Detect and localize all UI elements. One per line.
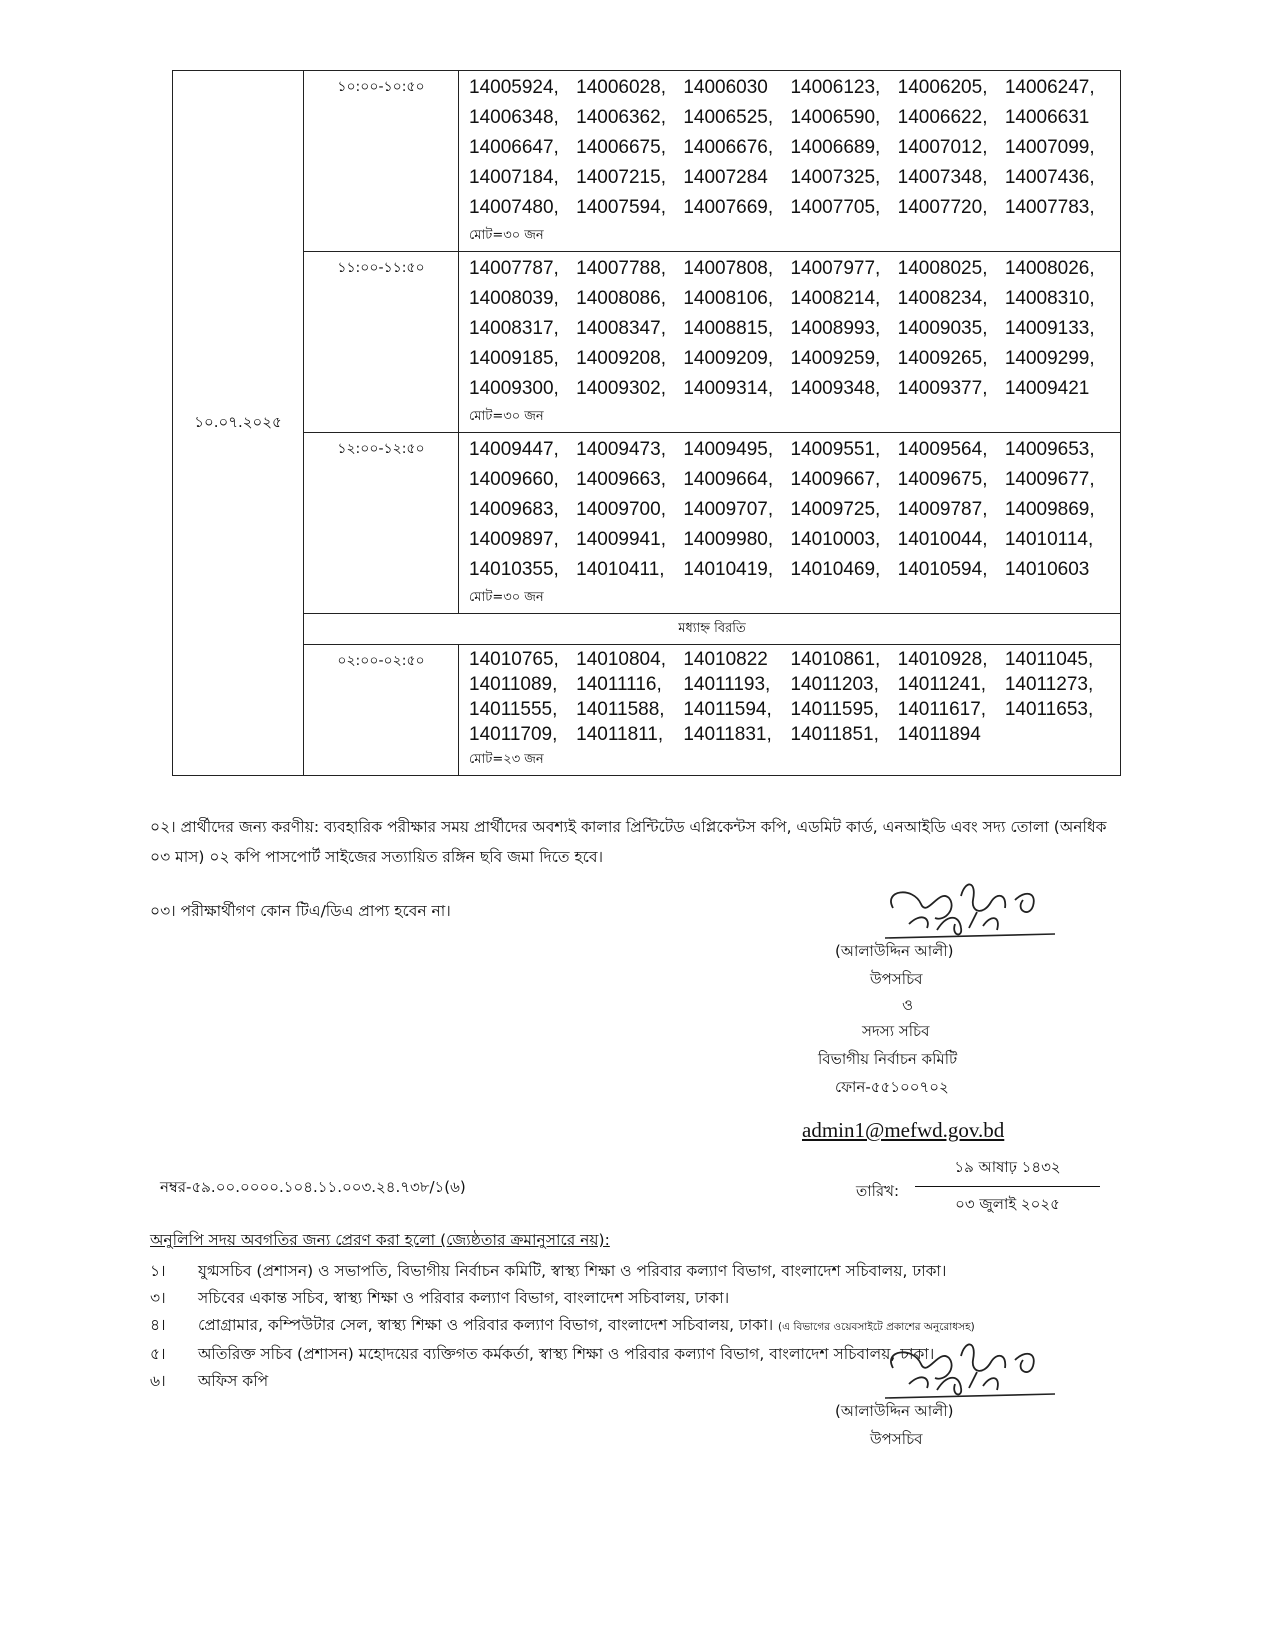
- roll-number: 14007788,: [576, 258, 666, 279]
- list-number: ৪।: [150, 1316, 166, 1334]
- roll-number: 14009869,: [1004, 499, 1095, 520]
- roll-number: 14010044,: [897, 529, 988, 550]
- roll-number: 14010594,: [897, 559, 988, 580]
- roll-number: 14009133,: [1004, 318, 1095, 339]
- signatory-designation: উপসচিব: [870, 1430, 923, 1448]
- roll-number: 14006675,: [576, 137, 666, 158]
- roll-list: [459, 252, 1121, 433]
- list-text-main: প্রোগ্রামার, কম্পিউটার সেল, স্বাস্থ্য শিক্ষা ও পরিবার কল্যাণ বিভাগ, বাংলাদেশ সচিবালয়, ঢাকা।: [198, 1316, 774, 1334]
- roll-number: 14010765,: [469, 649, 559, 670]
- roll-number: 14009495,: [683, 439, 774, 460]
- roll-number: 14011594,: [683, 699, 772, 720]
- roll-number: 14006362,: [576, 107, 666, 128]
- roll-number: 14011811,: [576, 724, 664, 745]
- roll-number: 14011203,: [790, 674, 879, 695]
- roll-number: 14009209,: [683, 348, 774, 369]
- roll-number: 14008026,: [1004, 258, 1095, 279]
- roll-number: 14005924,: [469, 77, 559, 98]
- list-text: যুগ্মসচিব (প্রশাসন) ও সভাপতি, বিভাগীয় নির্বাচন কমিটি, স্বাস্থ্য শিক্ষা ও পরিবার কল্যাণ বিভাগ, বাংলাদেশ সচিবালয়, ঢাকা।: [198, 1262, 947, 1280]
- roll-number: 14007720,: [897, 197, 988, 218]
- roll-number: 14010469,: [790, 559, 881, 580]
- roll-number: 14011831,: [683, 724, 772, 745]
- roll-number: 14009941,: [576, 529, 666, 550]
- roll-number: 14006205,: [897, 77, 988, 98]
- signatory-name: (আলাউদ্দিন আলী): [835, 1402, 954, 1420]
- roll-number: 14008039,: [469, 288, 559, 309]
- roll-number: 14007012,: [897, 137, 988, 158]
- roll-number: 14007348,: [897, 167, 988, 188]
- roll-grid: [469, 435, 1112, 585]
- roll-number: 14011116,: [576, 674, 662, 695]
- list-number: ৬।: [150, 1372, 166, 1390]
- roll-number: 14009314,: [683, 378, 774, 399]
- roll-number: 14009208,: [576, 348, 666, 369]
- roll-number: 14009348,: [790, 378, 881, 399]
- roll-number: 14009664,: [683, 469, 774, 490]
- roll-number: 14009421: [1004, 378, 1090, 399]
- roll-number: 14008025,: [897, 258, 988, 279]
- table-row: [173, 433, 1121, 614]
- roll-number: 14006689,: [790, 137, 881, 158]
- roll-number: 14009564,: [897, 439, 988, 460]
- list-number: ১।: [150, 1262, 166, 1280]
- roll-number: 14011653,: [1004, 699, 1094, 720]
- roll-number: 14009980,: [683, 529, 774, 550]
- table-row: [173, 71, 1121, 252]
- signatory-phone: ফোন-৫৫১০০৭০২: [835, 1078, 949, 1096]
- roll-number: 14009377,: [897, 378, 988, 399]
- roll-number: 14010355,: [469, 559, 559, 580]
- table-row: [173, 614, 1121, 645]
- memo-number: নম্বর-৫৯.০০.০০০০.১০৪.১১.০০৩.২৪.৭৩৮/১(৬): [160, 1178, 466, 1196]
- time-slot: ১১:০০-১১:৫০: [304, 252, 459, 433]
- roll-number: 14009299,: [1004, 348, 1095, 369]
- exam-date: ১০.০৭.২০২৫: [173, 71, 304, 776]
- lunch-break: মধ্যাহ্ন বিরতি: [304, 614, 1121, 645]
- roll-number: 14011709,: [469, 724, 558, 745]
- roll-number: 14010928,: [897, 649, 988, 670]
- roll-list: [459, 645, 1121, 776]
- time-slot: ১০:০০-১০:৫০: [304, 71, 459, 252]
- roll-number: 14009185,: [469, 348, 559, 369]
- roll-number: 14006525,: [683, 107, 774, 128]
- roll-number: 14009551,: [790, 439, 881, 460]
- table-row: [173, 645, 1121, 776]
- roll-number: 14010822: [683, 649, 768, 670]
- roll-number: 14009787,: [897, 499, 988, 520]
- roll-number: 14011089,: [469, 674, 558, 695]
- roll-number: 14008310,: [1004, 288, 1095, 309]
- list-number: ৫।: [150, 1345, 166, 1363]
- roll-number: 14007594,: [576, 197, 666, 218]
- roll-number: 14011555,: [469, 699, 558, 720]
- roll-number: 14011617,: [897, 699, 987, 720]
- roll-number: 14007284: [683, 167, 768, 188]
- roll-number: 14008086,: [576, 288, 666, 309]
- roll-number: 14006622,: [897, 107, 988, 128]
- roll-grid: [469, 73, 1112, 223]
- date-divider: [915, 1186, 1100, 1187]
- roll-number: 14007977,: [790, 258, 881, 279]
- roll-number: 14007325,: [790, 167, 881, 188]
- roll-number: 14009447,: [469, 439, 559, 460]
- roll-number: 14007480,: [469, 197, 559, 218]
- signatory-name: (আলাউদ্দিন আলী): [835, 942, 954, 960]
- roll-number: 14011241,: [897, 674, 987, 695]
- roll-number: 14007184,: [469, 167, 559, 188]
- roll-number: 14009473,: [576, 439, 666, 460]
- roll-number: 14008106,: [683, 288, 774, 309]
- list-text: সচিবের একান্ত সচিব, স্বাস্থ্য শিক্ষা ও পরিবার কল্যাণ বিভাগ, বাংলাদেশ সচিবালয়, ঢাকা।: [198, 1289, 730, 1307]
- date-label: তারিখ:: [856, 1182, 900, 1200]
- slot-total: মোট=৩০ জন: [469, 590, 544, 605]
- roll-number: 14009265,: [897, 348, 988, 369]
- roll-number: 14010603: [1004, 559, 1090, 580]
- roll-number: 14009683,: [469, 499, 559, 520]
- roll-number: 14006631: [1004, 107, 1090, 128]
- instruction-paragraph-2: ০২। প্রার্থীদের জন্য করণীয়: ব্যবহারিক পরীক্ষার সময় প্রার্থীদের অবশ্যই কালার প্রিন্টিটেড এপ্লিকেন্টস কপি, এডমিট কার্ড, এনআইডি এবং সদ্য তোলা (অনধিক ০৩ মাস) ০২ কপি পাসপোর্ট সাইজের সত্যায়িত রঙ্গিন ছবি জমা দিতে হবে।: [150, 818, 1107, 866]
- list-item: [150, 1258, 1130, 1285]
- slot-total: মোট=৩০ জন: [469, 228, 544, 243]
- roll-number: 14011273,: [1004, 674, 1094, 695]
- copies-heading: অনুলিপি সদয় অবগতির জন্য প্রেরণ করা হলো (জ্যেষ্ঠতার ক্রমানুসারে নয়):: [150, 1231, 610, 1249]
- slot-total: মোট=২৩ জন: [469, 752, 544, 767]
- roll-number: 14009259,: [790, 348, 881, 369]
- exam-schedule-table: [172, 70, 1121, 776]
- roll-number: 14010861,: [790, 649, 881, 670]
- roll-number: 14008214,: [790, 288, 881, 309]
- roll-number: 14007215,: [576, 167, 666, 188]
- roll-number: 14009653,: [1004, 439, 1095, 460]
- table-row: [173, 252, 1121, 433]
- roll-number: 14010114,: [1004, 529, 1094, 550]
- roll-grid: [469, 254, 1112, 404]
- roll-number: 14009725,: [790, 499, 881, 520]
- date-english: ০৩ জুলাই ২০২৫: [955, 1195, 1060, 1213]
- roll-number: 14011193,: [683, 674, 771, 695]
- time-slot: ১২:০০-১২:৫০: [304, 433, 459, 614]
- roll-number: 14006030: [683, 77, 768, 98]
- roll-number: 14007787,: [469, 258, 559, 279]
- roll-number: 14011894: [897, 724, 981, 745]
- time-slot: ০২:০০-০২:৫০: [304, 645, 459, 776]
- roll-number: 14007705,: [790, 197, 881, 218]
- list-note: (এ বিভাগের ওয়েবসাইটে প্রকাশের অনুরোধসহ): [778, 1321, 975, 1333]
- roll-number: 14006348,: [469, 107, 559, 128]
- roll-number: 14010804,: [576, 649, 666, 670]
- roll-number: 14009663,: [576, 469, 666, 490]
- signature-and: ও: [902, 996, 914, 1014]
- instruction-paragraph-3: ০৩। পরীক্ষার্থীগণ কোন টিএ/ডিএ প্রাপ্য হবেন না।: [150, 902, 451, 920]
- roll-list: [459, 71, 1121, 252]
- list-text: অতিরিক্ত সচিব (প্রশাসন) মহোদয়ের ব্যক্তিগত কর্মকর্তা, স্বাস্থ্য শিক্ষা ও পরিবার কল্যাণ বিভাগ, বাংলাদেশ সচিবালয়, ঢাকা।: [198, 1345, 935, 1363]
- signatory-role: সদস্য সচিব: [862, 1022, 930, 1040]
- list-number: ৩।: [150, 1289, 166, 1307]
- roll-number: 14010411,: [576, 559, 665, 580]
- roll-number: 14009675,: [897, 469, 988, 490]
- roll-number: 14006647,: [469, 137, 559, 158]
- signatory-committee: বিভাগীয় নির্বাচন কমিটি: [818, 1050, 958, 1068]
- roll-number: 14007099,: [1004, 137, 1095, 158]
- roll-list: [459, 433, 1121, 614]
- roll-number: 14009677,: [1004, 469, 1095, 490]
- list-text: অফিস কপি: [198, 1372, 269, 1390]
- roll-number: 14008993,: [790, 318, 881, 339]
- roll-number: 14006676,: [683, 137, 774, 158]
- roll-number: 14008234,: [897, 288, 988, 309]
- roll-number: 14009667,: [790, 469, 881, 490]
- roll-number: 14007783,: [1004, 197, 1095, 218]
- roll-number: 14009707,: [683, 499, 774, 520]
- slot-total: মোট=৩০ জন: [469, 409, 544, 424]
- roll-number: 14009035,: [897, 318, 988, 339]
- roll-number: 14007436,: [1004, 167, 1095, 188]
- roll-number: 14009700,: [576, 499, 666, 520]
- roll-number: 14008317,: [469, 318, 559, 339]
- roll-number: 14006028,: [576, 77, 666, 98]
- list-text: [198, 1312, 975, 1341]
- roll-number: 14011851,: [790, 724, 879, 745]
- roll-number: 14009897,: [469, 529, 559, 550]
- roll-number: 14009660,: [469, 469, 559, 490]
- roll-number: 14011045,: [1004, 649, 1094, 670]
- list-item: [150, 1285, 1130, 1312]
- roll-number: 14009300,: [469, 378, 559, 399]
- list-item: [150, 1312, 1130, 1341]
- roll-number: 14006247,: [1004, 77, 1095, 98]
- signatory-email[interactable]: admin1@mefwd.gov.bd: [802, 1118, 1005, 1142]
- roll-grid: [469, 647, 1112, 747]
- roll-number: 14008347,: [576, 318, 666, 339]
- roll-number: 14007669,: [683, 197, 774, 218]
- roll-number: 14010003,: [790, 529, 881, 550]
- signatory-designation: উপসচিব: [870, 970, 923, 988]
- roll-number: 14007808,: [683, 258, 774, 279]
- roll-number: 14011588,: [576, 699, 665, 720]
- roll-number: 14009302,: [576, 378, 666, 399]
- roll-number: 14011595,: [790, 699, 879, 720]
- roll-number: 14010419,: [683, 559, 774, 580]
- roll-number: 14008815,: [683, 318, 774, 339]
- roll-number: 14006590,: [790, 107, 881, 128]
- date-bangla: ১৯ আষাঢ় ১৪৩২: [954, 1158, 1061, 1176]
- roll-number: 14006123,: [790, 77, 881, 98]
